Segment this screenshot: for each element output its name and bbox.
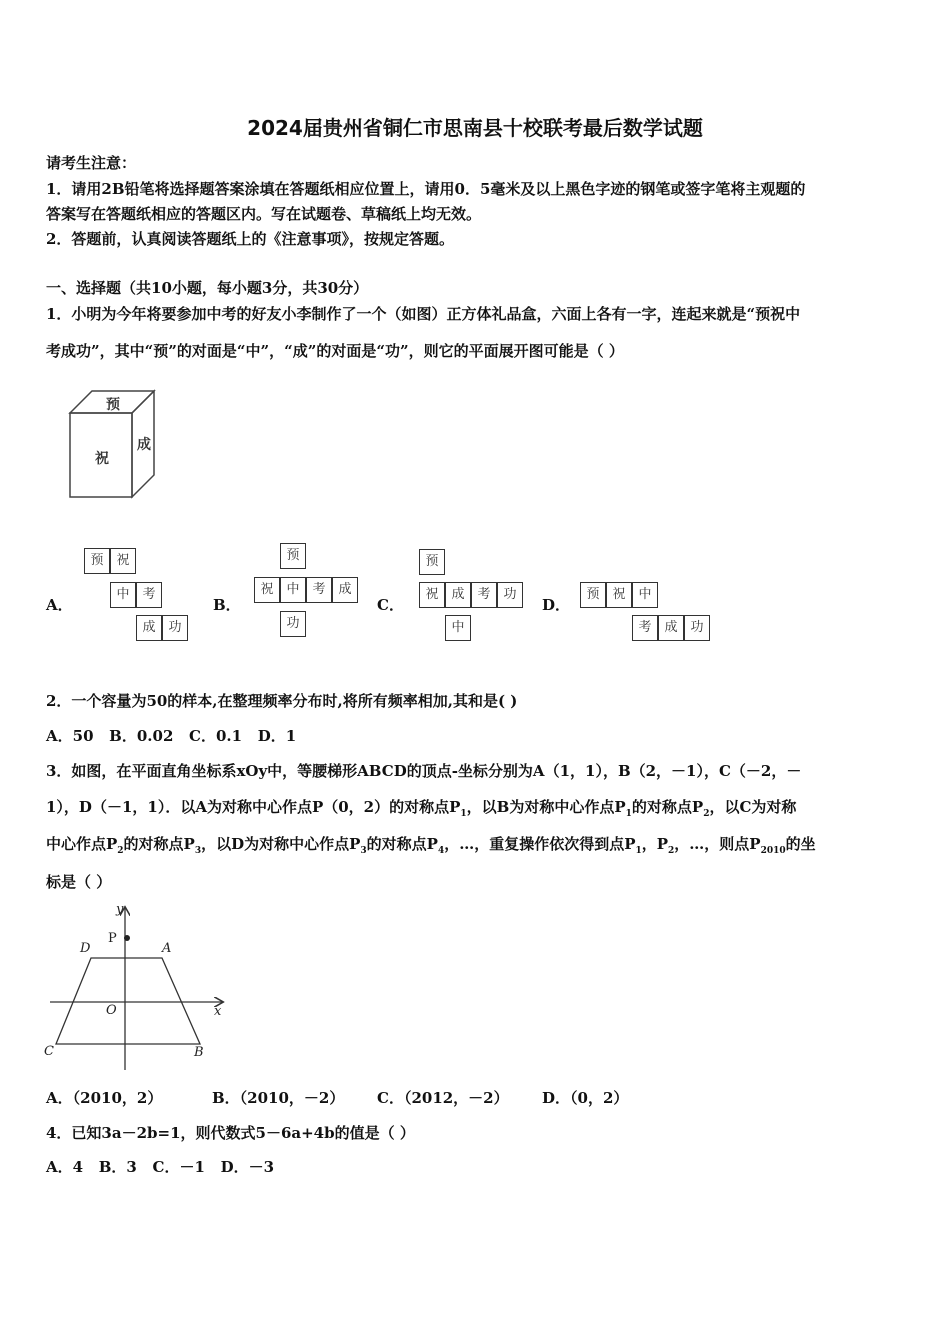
q3-sub: 2 — [703, 809, 710, 819]
cube-figure — [62, 385, 162, 503]
point-p-label: P — [108, 931, 117, 946]
net-cell: 预 — [580, 582, 606, 608]
q1-option-d-label[interactable]: D． — [542, 596, 571, 614]
point-c-label: C — [44, 1044, 54, 1059]
q3-text: 1），D（－1，1）．以A为对称中心作点P（0，2）的对称点P — [46, 798, 461, 816]
net-cell: 预 — [280, 543, 306, 569]
q3-line-4: 标是（ ） — [46, 873, 112, 891]
q3-sub: 4 — [437, 846, 445, 856]
q3-text: ，…，重复操作依次得到点P — [444, 835, 636, 853]
q3-sub: 1 — [635, 846, 642, 856]
x-axis-label: x — [214, 1004, 222, 1019]
net-cell: 功 — [280, 611, 306, 637]
net-cell: 祝 — [110, 548, 136, 574]
net-cell: 考 — [306, 577, 332, 603]
notice-line-1: 1．请用2B铅笔将选择题答案涂填在答题纸相应位置上，请用0．5毫米及以上黑色字迹的钢笔或签字笔将主观题的 — [46, 180, 806, 198]
net-cell: 功 — [497, 582, 523, 608]
q3-sub: 2 — [117, 846, 124, 856]
q2-line-1: 2．一个容量为50的样本,在整理频率分布时,将所有频率相加,其和是( ) — [46, 692, 518, 710]
q3-sub: 3 — [360, 846, 367, 856]
q3-text: ，…，则点P — [674, 835, 761, 853]
q3-option-c[interactable]: C．（2012，－2） — [377, 1089, 509, 1107]
q1-option-a-label[interactable]: A． — [46, 596, 73, 614]
q3-option-a[interactable]: A．（2010，2） — [46, 1089, 163, 1107]
notice-heading: 请考生注意： — [46, 154, 137, 172]
q3-text: ，以D为对称中心作点P — [201, 835, 361, 853]
q3-line-2 — [46, 797, 796, 824]
q2-options[interactable]: A．50 B．0.02 C．0.1 D．1 — [46, 727, 297, 745]
net-cell: 中 — [280, 577, 306, 603]
trapezoid-figure — [42, 898, 232, 1076]
net-cell: 考 — [471, 582, 497, 608]
net-cell: 成 — [136, 615, 162, 641]
q4-options[interactable]: A．4 B．3 C．－1 D．－3 — [46, 1158, 275, 1176]
q3-sub: 2010 — [760, 846, 786, 856]
notice-line-2: 答案写在答题纸相应的答题区内。写在试题卷、草稿纸上均无效。 — [46, 205, 482, 223]
section-heading: 一、选择题（共10小题，每小题3分，共30分） — [46, 279, 369, 297]
net-cell: 成 — [445, 582, 471, 608]
q3-sub: 3 — [194, 846, 202, 856]
q4-line-1: 4．已知3a－2b=1，则代数式5－6a+4b的值是（ ） — [46, 1124, 415, 1142]
q1-line-2: 考成功”，其中“预”的对面是“中”，“成”的对面是“功”，则它的平面展开图可能是（ ） — [46, 342, 624, 360]
net-cell: 考 — [632, 615, 658, 641]
q3-text: 中心作点P — [46, 835, 118, 853]
q1-option-b-label[interactable]: B． — [213, 596, 241, 614]
net-cell: 祝 — [254, 577, 280, 603]
point-d-label: D — [80, 941, 91, 956]
q3-option-b[interactable]: B．（2010，－2） — [212, 1089, 345, 1107]
net-cell: 中 — [110, 582, 136, 608]
q3-text: 的对称点P — [123, 835, 195, 853]
net-cell: 成 — [658, 615, 684, 641]
net-cell: 祝 — [419, 582, 445, 608]
q3-line-3 — [46, 834, 816, 861]
cube-top-face: 预 — [106, 397, 120, 413]
net-cell: 成 — [332, 577, 358, 603]
point-b-label: B — [194, 1045, 204, 1060]
cube-front-face: 祝 — [95, 451, 109, 467]
net-cell: 中 — [445, 615, 471, 641]
q3-line-1: 3．如图，在平面直角坐标系xOy中，等腰梯形ABCD的顶点-坐标分别为A（1，1），B（2，－1），C（－2，－ — [46, 762, 802, 780]
net-cell: 预 — [419, 549, 445, 575]
net-cell: 预 — [84, 548, 110, 574]
q3-text: 的对称点P — [366, 835, 438, 853]
page-title: 2024届贵州省铜仁市思南县十校联考最后数学试题 — [247, 116, 703, 140]
q3-text: 的对称点P — [631, 798, 704, 816]
q3-sub: 1 — [460, 809, 467, 819]
q1-line-1: 1．小明为今年将要参加中考的好友小李制作了一个（如图）正方体礼品盒，六面上各有一字，连起来就是“预祝中 — [46, 305, 801, 323]
net-cell: 考 — [136, 582, 162, 608]
y-axis-label: y — [116, 902, 124, 917]
net-cell: 祝 — [606, 582, 632, 608]
cube-side-face: 成 — [137, 437, 151, 453]
q3-text: 的坐 — [785, 835, 816, 853]
q3-sub: 1 — [625, 809, 632, 819]
net-cell: 功 — [162, 615, 188, 641]
net-cell: 中 — [632, 582, 658, 608]
q3-text: ，以C为对称 — [709, 798, 797, 816]
q1-option-c-label[interactable]: C． — [377, 596, 404, 614]
point-a-label: A — [162, 941, 172, 956]
net-cell: 功 — [684, 615, 710, 641]
q3-text: ，以B为对称中心作点P — [466, 798, 626, 816]
origin-label: O — [106, 1003, 117, 1018]
notice-line-3: 2．答题前，认真阅读答题纸上的《注意事项》，按规定答题。 — [46, 230, 454, 248]
q3-sub: 2 — [668, 846, 675, 856]
q3-text: ，P — [641, 835, 669, 853]
q3-option-d[interactable]: D．（0，2） — [542, 1089, 629, 1107]
